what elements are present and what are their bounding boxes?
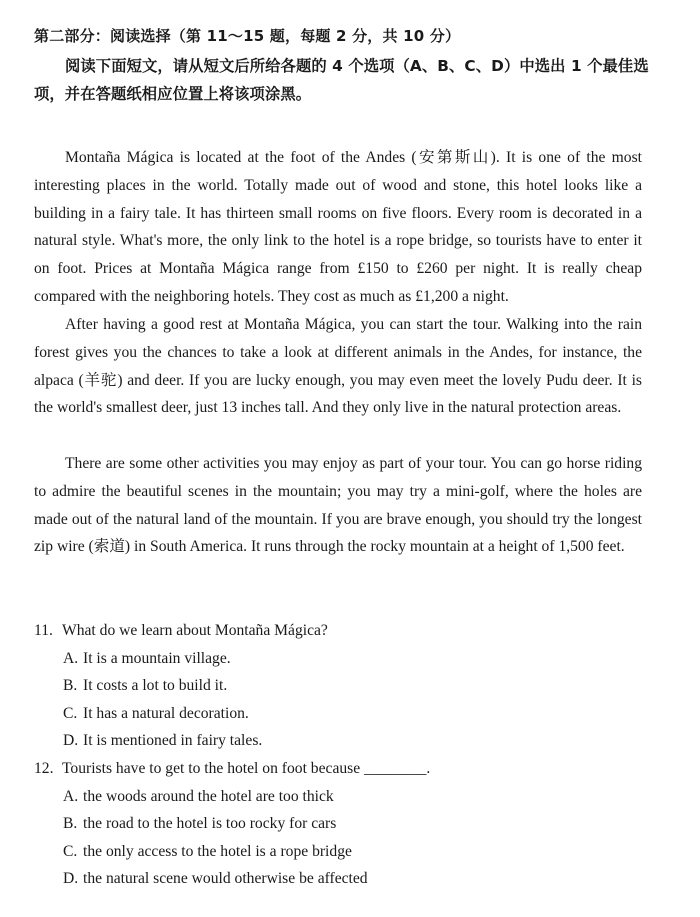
option-text: It costs a lot to build it. [83, 677, 228, 695]
question-text: What do we learn about Montaña Mágica? [62, 622, 328, 639]
question-12 [34, 755, 642, 893]
option-c[interactable] [63, 700, 642, 728]
section-instructions: 阅读下面短文，请从短文后所给各题的 4 个选项（A、B、C、D）中选出 1 个最佳选项，并在答题纸相应位置上将该项涂黑。 [34, 57, 649, 103]
option-text: the woods around the hotel are too thick [83, 787, 334, 805]
question-stem [34, 755, 642, 783]
option-text: It has a natural decoration. [83, 704, 249, 722]
option-c[interactable] [63, 838, 642, 866]
question-number: 11. [34, 622, 53, 639]
option-letter: C. [63, 842, 78, 860]
option-letter: B. [63, 815, 78, 833]
option-d[interactable] [63, 865, 642, 893]
option-text: It is mentioned in fairy tales. [83, 732, 263, 750]
option-b[interactable] [63, 672, 642, 700]
option-text: the only access to the hotel is a rope bridge [83, 842, 352, 860]
option-d[interactable] [63, 727, 642, 755]
option-text: the road to the hotel is too rocky for cars [83, 815, 337, 833]
question-text: Tourists have to get to the hotel on foot because ________. [62, 759, 431, 777]
question-number: 12. [34, 759, 54, 777]
option-letter: A. [63, 649, 79, 667]
option-text: the natural scene would otherwise be affected [83, 870, 368, 888]
passage-paragraph-1: Montaña Mágica is located at the foot of the Andes (安第斯山). It is one of the most interesting places in the world. Totally made out of wood and stone, this hotel looks like a building in a fairy tale. It has thirteen small rooms on five floors. Every room is decorated in a natural style. What's more, the only link to the hotel is a rope bridge, so tourists have to enter it on foot. Prices at Montaña Mágica range from £150 to £260 per night. It is really cheap compared with the neighboring hotels. They cost as much as £1,200 a night. [34, 149, 642, 305]
section-heading: 第二部分：阅读选择（第 11～15 题，每题 2 分，共 10 分） [34, 27, 461, 45]
option-list [34, 645, 642, 755]
question-11 [34, 617, 642, 755]
option-letter: B. [63, 677, 78, 695]
option-b[interactable] [63, 810, 642, 838]
question-stem [34, 617, 642, 645]
option-a[interactable] [63, 645, 642, 673]
option-letter: D. [63, 870, 79, 888]
option-a[interactable] [63, 783, 642, 811]
option-letter: A. [63, 787, 79, 805]
passage-paragraph-3: There are some other activities you may enjoy as part of your tour. You can go horse riding to admire the beautiful scenes in the mountain; you may try a mini-golf, where the holes are made out of the natural land of the mountain. If you are brave enough, you should try the longest zip wire (索道) in South America. It runs through the rocky mountain at a height of 1,500 feet. [34, 455, 642, 556]
passage-paragraph-2: After having a good rest at Montaña Mágica, you can start the tour. Walking into the rain forest gives you the chances to take a look at different animals in the Andes, for instance, the alpaca (羊驼) and deer. If you are lucky enough, you may even meet the lovely Pudu deer. It is the world's smallest deer, just 13 inches tall. And they only live in the natural protection areas. [34, 316, 642, 417]
option-list [34, 783, 642, 893]
question-list [34, 617, 642, 893]
option-text: It is a mountain village. [83, 649, 231, 667]
reading-passage [34, 144, 642, 589]
option-letter: C. [63, 704, 78, 722]
option-letter: D. [63, 732, 79, 750]
